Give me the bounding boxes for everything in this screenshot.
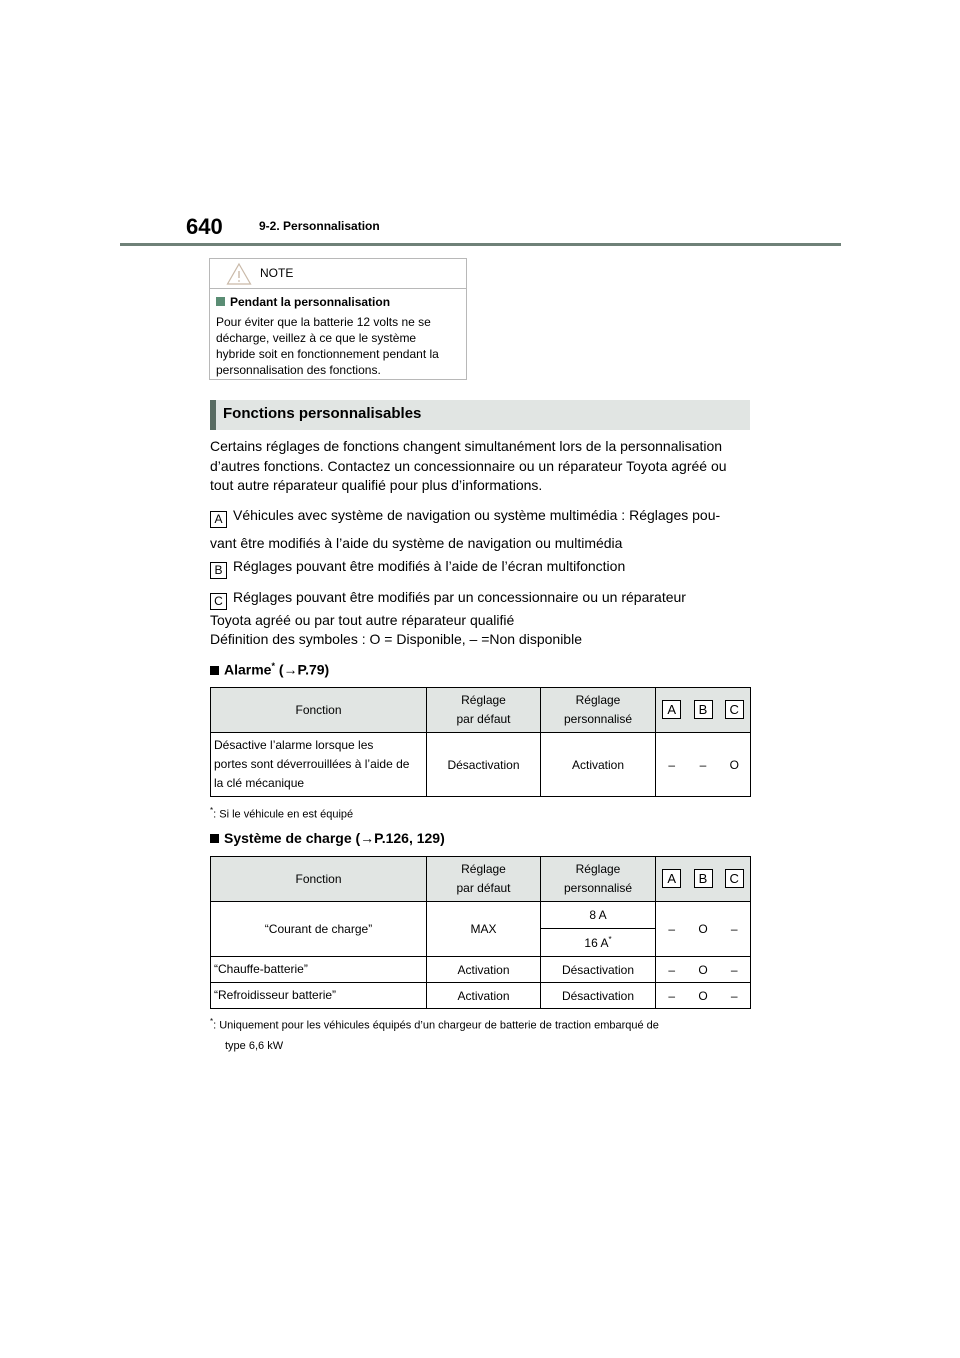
cell-a: – bbox=[656, 733, 688, 797]
legend-c bbox=[210, 587, 755, 630]
table-row bbox=[211, 983, 751, 1009]
cell-b: – bbox=[688, 733, 719, 797]
cell-custom: 16 A* bbox=[541, 929, 656, 957]
cell-function: “Refroidisseur batterie” bbox=[211, 983, 427, 1009]
cell-b: O bbox=[688, 983, 719, 1009]
cell-c: O bbox=[719, 733, 751, 797]
col-fonction: Fonction bbox=[211, 688, 427, 733]
heading-accent bbox=[210, 400, 216, 430]
cell-default: Activation bbox=[427, 983, 541, 1009]
cell-a: – bbox=[656, 983, 688, 1009]
table-header-row bbox=[211, 688, 751, 733]
cell-a: – bbox=[656, 957, 688, 983]
table-row bbox=[211, 902, 751, 929]
cell-default: Désactivation bbox=[427, 733, 541, 797]
col-fonction: Fonction bbox=[211, 857, 427, 902]
legend-b bbox=[210, 556, 755, 579]
square-bullet-icon bbox=[210, 834, 219, 843]
note-subheading: Pendant la personnalisation bbox=[216, 294, 460, 310]
cell-custom: Désactivation bbox=[541, 983, 656, 1009]
col-custom: Réglage personnalisé bbox=[541, 688, 656, 733]
letter-c-box: C bbox=[210, 593, 227, 610]
note-title: NOTE bbox=[260, 266, 294, 280]
header-divider bbox=[120, 243, 841, 246]
col-default: Réglage par défaut bbox=[427, 857, 541, 902]
col-b: B bbox=[688, 857, 719, 902]
cell-custom: Activation bbox=[541, 733, 656, 797]
functions-heading bbox=[210, 400, 750, 430]
cell-custom: Désactivation bbox=[541, 957, 656, 983]
col-b: B bbox=[688, 688, 719, 733]
legend-a-text: vant être modifiés à l’aide du système de navigation ou multimédia bbox=[210, 535, 623, 551]
intro-line: d’autres fonctions. Contactez un concessionnaire ou un réparateur Toyota agréé ou bbox=[210, 457, 727, 474]
legend-a-text: Véhicules avec système de navigation ou système multimédia : Réglages pou- bbox=[233, 507, 721, 523]
cell-function: Désactive l’alarme lorsque les portes sont déverrouillées à l’aide de la clé mécanique bbox=[211, 733, 427, 797]
alarm-footnote: *: Si le véhicule en est équipé bbox=[210, 806, 354, 821]
col-default: Réglage par défaut bbox=[427, 688, 541, 733]
cell-c: – bbox=[719, 983, 751, 1009]
cell-default: MAX bbox=[427, 902, 541, 957]
letter-a-box: A bbox=[210, 511, 227, 528]
intro-line: Certains réglages de fonctions changent simultanément lors de la personnalisation bbox=[210, 438, 723, 454]
legend-c-text: Réglages pouvant être modifiés par un concessionnaire ou un réparateur bbox=[233, 589, 686, 605]
note-line: hybride soit en fonctionnement pendant la bbox=[216, 347, 439, 361]
cell-c: – bbox=[719, 957, 751, 983]
table-row bbox=[211, 957, 751, 983]
legend-c-text: Toyota agréé ou par tout autre réparateur qualifié bbox=[210, 612, 515, 628]
cell-custom: 8 A bbox=[541, 902, 656, 929]
cell-a: – bbox=[656, 902, 688, 957]
cell-function: “Chauffe-batterie” bbox=[211, 957, 427, 983]
cell-default: Activation bbox=[427, 957, 541, 983]
page-number: 640 bbox=[186, 214, 223, 239]
charge-table bbox=[210, 856, 751, 1009]
alarm-heading: Alarme* (→P.79) bbox=[210, 661, 329, 678]
cell-b: O bbox=[688, 902, 719, 957]
col-a: A bbox=[656, 857, 688, 902]
charge-footnote: *: Uniquement pour les véhicules équipés d’un chargeur de batterie de traction embarqué de type 6,6 kW bbox=[210, 1017, 659, 1052]
square-bullet-icon bbox=[216, 297, 225, 306]
legend-b-text: Réglages pouvant être modifiés à l’aide de l’écran multifonction bbox=[233, 558, 626, 574]
charge-heading: Système de charge (→P.126, 129) bbox=[210, 830, 445, 846]
col-a: A bbox=[656, 688, 688, 733]
note-line: personnalisation des fonctions. bbox=[216, 363, 381, 377]
table-row bbox=[211, 733, 751, 797]
cell-b: O bbox=[688, 957, 719, 983]
section-title: 9-2. Personnalisation bbox=[259, 219, 380, 233]
warning-icon bbox=[226, 262, 252, 286]
table-header-row bbox=[211, 857, 751, 902]
col-c: C bbox=[719, 688, 751, 733]
col-c: C bbox=[719, 857, 751, 902]
note-line: Pour éviter que la batterie 12 volts ne se bbox=[216, 315, 431, 329]
intro-paragraph bbox=[210, 437, 755, 496]
alarm-table bbox=[210, 687, 751, 797]
letter-b-box: B bbox=[210, 562, 227, 579]
legend-a bbox=[210, 505, 755, 553]
note-box bbox=[209, 258, 467, 380]
col-custom: Réglage personnalisé bbox=[541, 857, 656, 902]
note-header bbox=[210, 259, 466, 289]
intro-line: tout autre réparateur qualifié pour plus d’informations. bbox=[210, 477, 543, 493]
square-bullet-icon bbox=[210, 666, 219, 675]
note-body bbox=[210, 289, 466, 378]
note-line: décharge, veillez à ce que le système bbox=[216, 331, 417, 345]
functions-heading-text: Fonctions personnalisables bbox=[223, 405, 422, 422]
cell-c: – bbox=[719, 902, 751, 957]
cell-function: “Courant de charge” bbox=[211, 902, 427, 957]
symbols-definition: Définition des symboles : O = Disponible, – =Non disponible bbox=[210, 631, 582, 647]
